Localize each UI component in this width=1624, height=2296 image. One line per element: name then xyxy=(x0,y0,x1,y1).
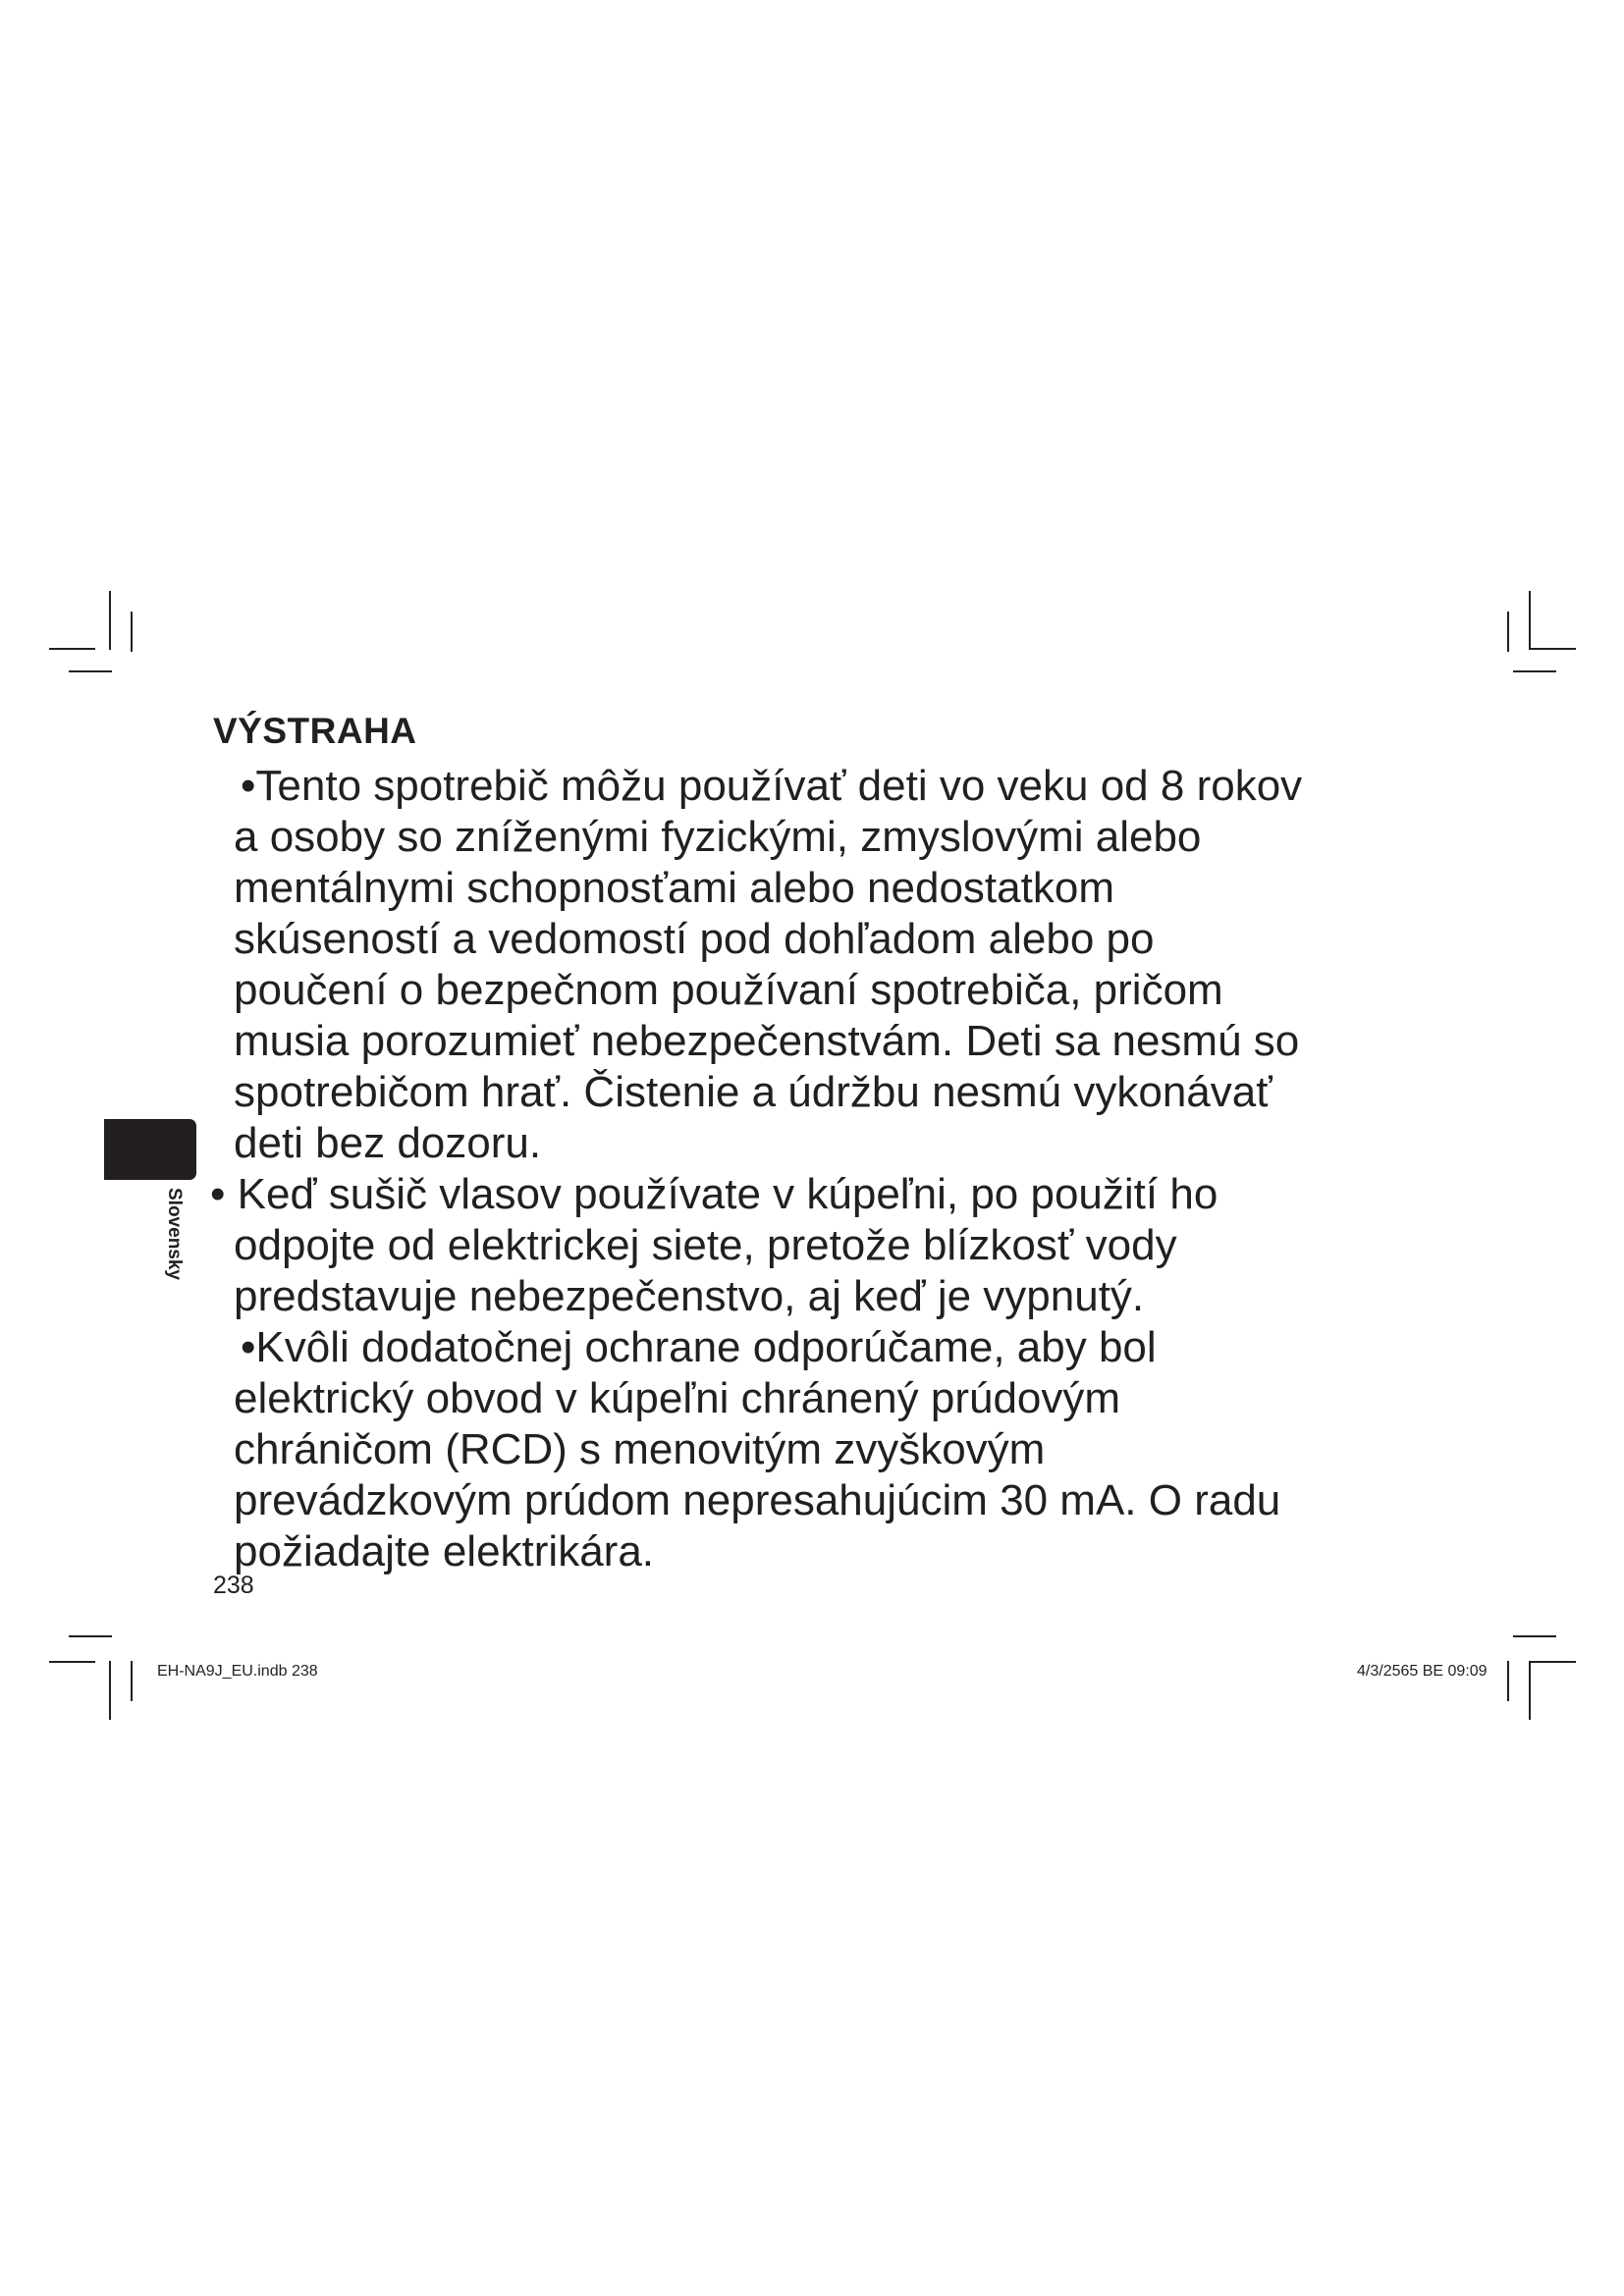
warning-text-line: mentálnymi schopnosťami alebo nedostatkom xyxy=(234,864,1114,912)
crop-mark xyxy=(1507,1661,1509,1701)
warning-text-line: •Tento spotrebič môžu používať deti vo veku od 8 rokov xyxy=(241,762,1303,810)
warning-text-line: musia porozumieť nebezpečenstvám. Deti sa nesmú so xyxy=(234,1017,1300,1065)
crop-mark xyxy=(109,1661,111,1720)
warning-text-line: požiadajte elektrikára. xyxy=(234,1527,655,1575)
language-tab-marker xyxy=(104,1119,196,1180)
crop-mark xyxy=(69,1635,112,1637)
warning-text-line: spotrebičom hrať. Čistenie a údržbu nesmú vykonávať xyxy=(234,1068,1272,1116)
warning-text-line: predstavuje nebezpečenstvo, aj keď je vypnutý. xyxy=(234,1272,1145,1320)
crop-mark xyxy=(1530,1661,1576,1663)
warning-text-line: poučení o bezpečnom používaní spotrebiča, pričom xyxy=(234,966,1223,1014)
warning-text-line: elektrický obvod v kúpeľni chránený prúdovým xyxy=(234,1374,1121,1422)
page-number: 238 xyxy=(213,1572,254,1599)
language-tab-label: Slovensky xyxy=(164,1188,185,1280)
warning-text-line: deti bez dozoru. xyxy=(234,1119,542,1167)
crop-mark xyxy=(1513,1635,1556,1637)
warning-text-line: chráničom (RCD) s menovitým zvyškovým xyxy=(234,1425,1046,1473)
crop-mark xyxy=(1529,591,1531,650)
crop-mark xyxy=(1529,1661,1531,1720)
crop-mark xyxy=(131,612,133,652)
warning-heading: VÝSTRAHA xyxy=(213,711,417,751)
crop-mark xyxy=(1530,648,1576,650)
warning-text-line: a osoby so zníženými fyzickými, zmyslovými alebo xyxy=(234,813,1202,861)
crop-mark xyxy=(1507,612,1509,652)
crop-mark xyxy=(69,670,112,672)
warning-text-line: •Kvôli dodatočnej ochrane odporúčame, aby bol xyxy=(241,1323,1157,1371)
warning-text-line: skúseností a vedomostí pod dohľadom alebo po xyxy=(234,915,1155,963)
crop-mark xyxy=(49,1661,95,1663)
footer-timestamp: 4/3/2565 BE 09:09 xyxy=(1357,1663,1488,1680)
crop-mark xyxy=(109,591,111,650)
crop-mark xyxy=(131,1661,133,1701)
warning-text-line: prevádzkovým prúdom nepresahujúcim 30 mA. O radu xyxy=(234,1476,1281,1524)
warning-text-line: odpojte od elektrickej siete, pretože blízkosť vody xyxy=(234,1221,1177,1269)
crop-mark xyxy=(1513,670,1556,672)
footer-file-slug: EH-NA9J_EU.indb 238 xyxy=(157,1663,318,1680)
warning-text-line: • Keď sušič vlasov používate v kúpeľni, po použití ho xyxy=(210,1170,1218,1218)
crop-mark xyxy=(49,648,95,650)
